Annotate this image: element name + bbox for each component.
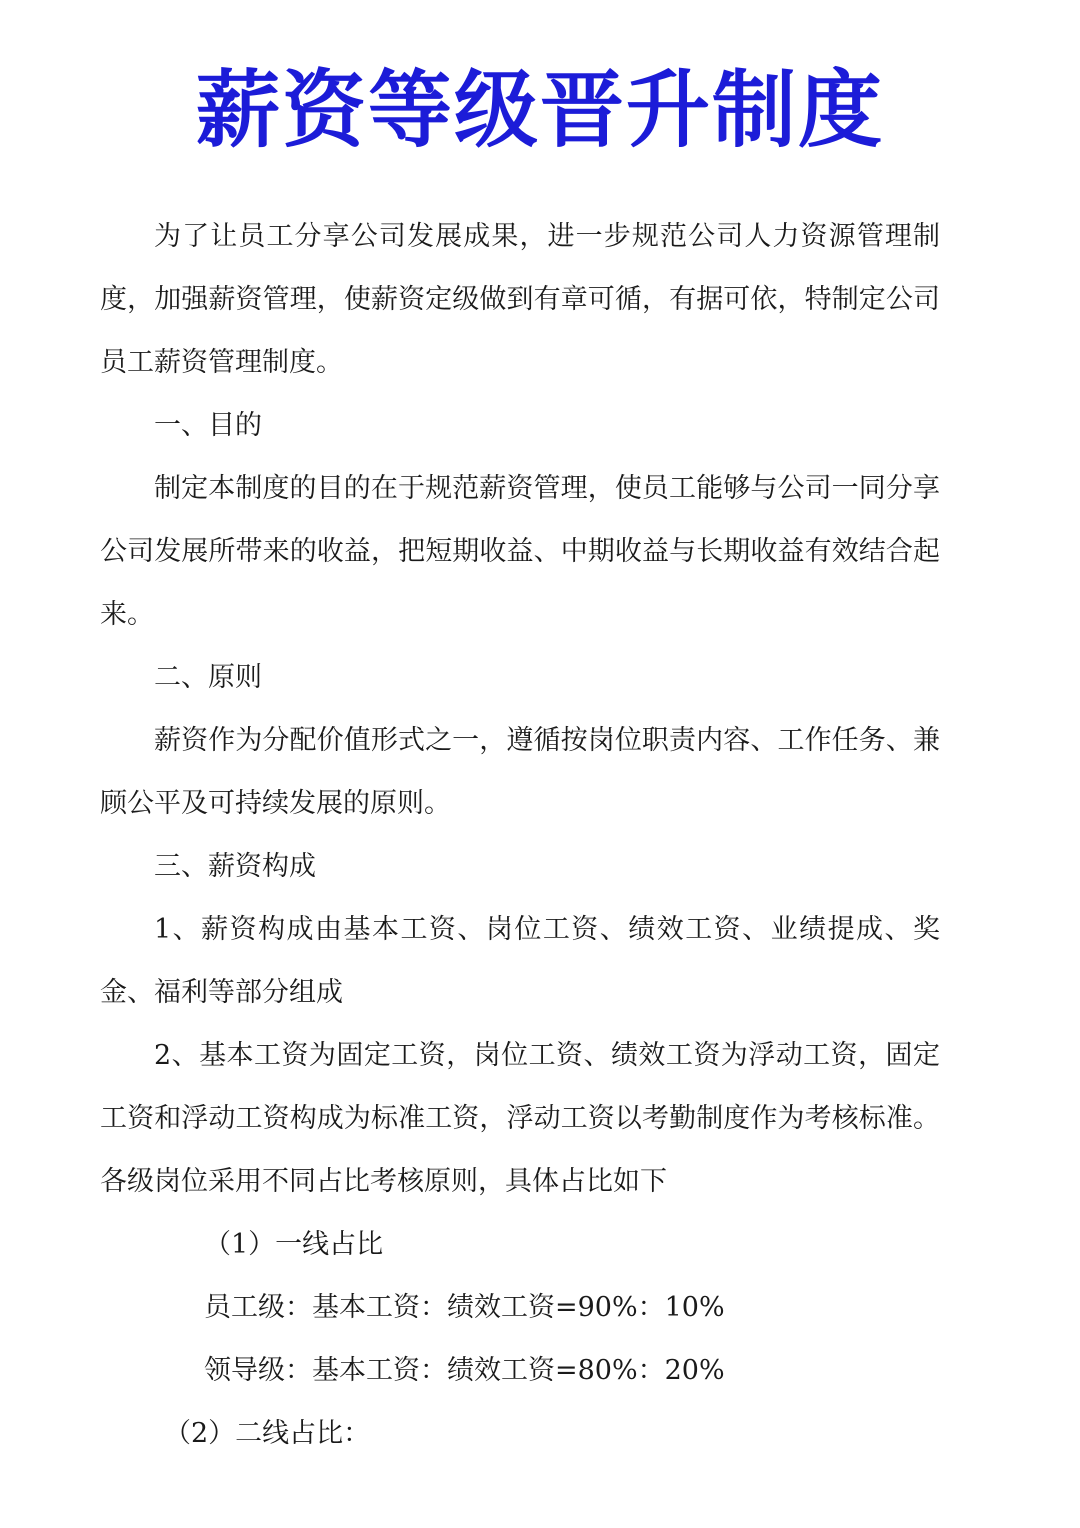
salary-structure-item-2: 2、基本工资为固定工资，岗位工资、绩效工资为浮动工资，固定工资和浮动工资构成为标准工资，浮动工资以考勤制度作为考核标准。各级岗位采用不同占比考核原则，具体占比如下 <box>100 1040 940 1197</box>
section-heading-principle: 二、原则 <box>154 662 262 693</box>
section-heading-salary-structure: 三、薪资构成 <box>154 851 316 882</box>
intro-paragraph: 为了让员工分享公司发展成果，进一步规范公司人力资源管理制度，加强薪资管理，使薪资定级做到有章可循，有据可依，特制定公司员工薪资管理制度。 <box>100 221 940 378</box>
principle-paragraph: 薪资作为分配价值形式之一，遵循按岗位职责内容、工作任务、兼顾公平及可持续发展的原则。 <box>100 725 940 819</box>
ratio-heading-secondline: （2）二线占比： <box>164 1418 371 1449</box>
ratio-heading-frontline: （1）一线占比 <box>204 1229 384 1260</box>
purpose-paragraph: 制定本制度的目的在于规范薪资管理，使员工能够与公司一同分享公司发展所带来的收益，把短期收益、中期收益与长期收益有效结合起来。 <box>100 473 940 630</box>
section-heading-purpose: 一、目的 <box>154 410 262 441</box>
ratio-frontline-staff: 员工级：基本工资：绩效工资=90%：10% <box>204 1292 725 1323</box>
document-body <box>100 205 940 1465</box>
document-title: 薪资等级晋升制度 <box>195 61 884 159</box>
salary-structure-item-1: 1、薪资构成由基本工资、岗位工资、绩效工资、业绩提成、奖金、福利等部分组成 <box>100 914 940 1008</box>
ratio-frontline-leader: 领导级：基本工资：绩效工资=80%：20% <box>204 1355 725 1386</box>
